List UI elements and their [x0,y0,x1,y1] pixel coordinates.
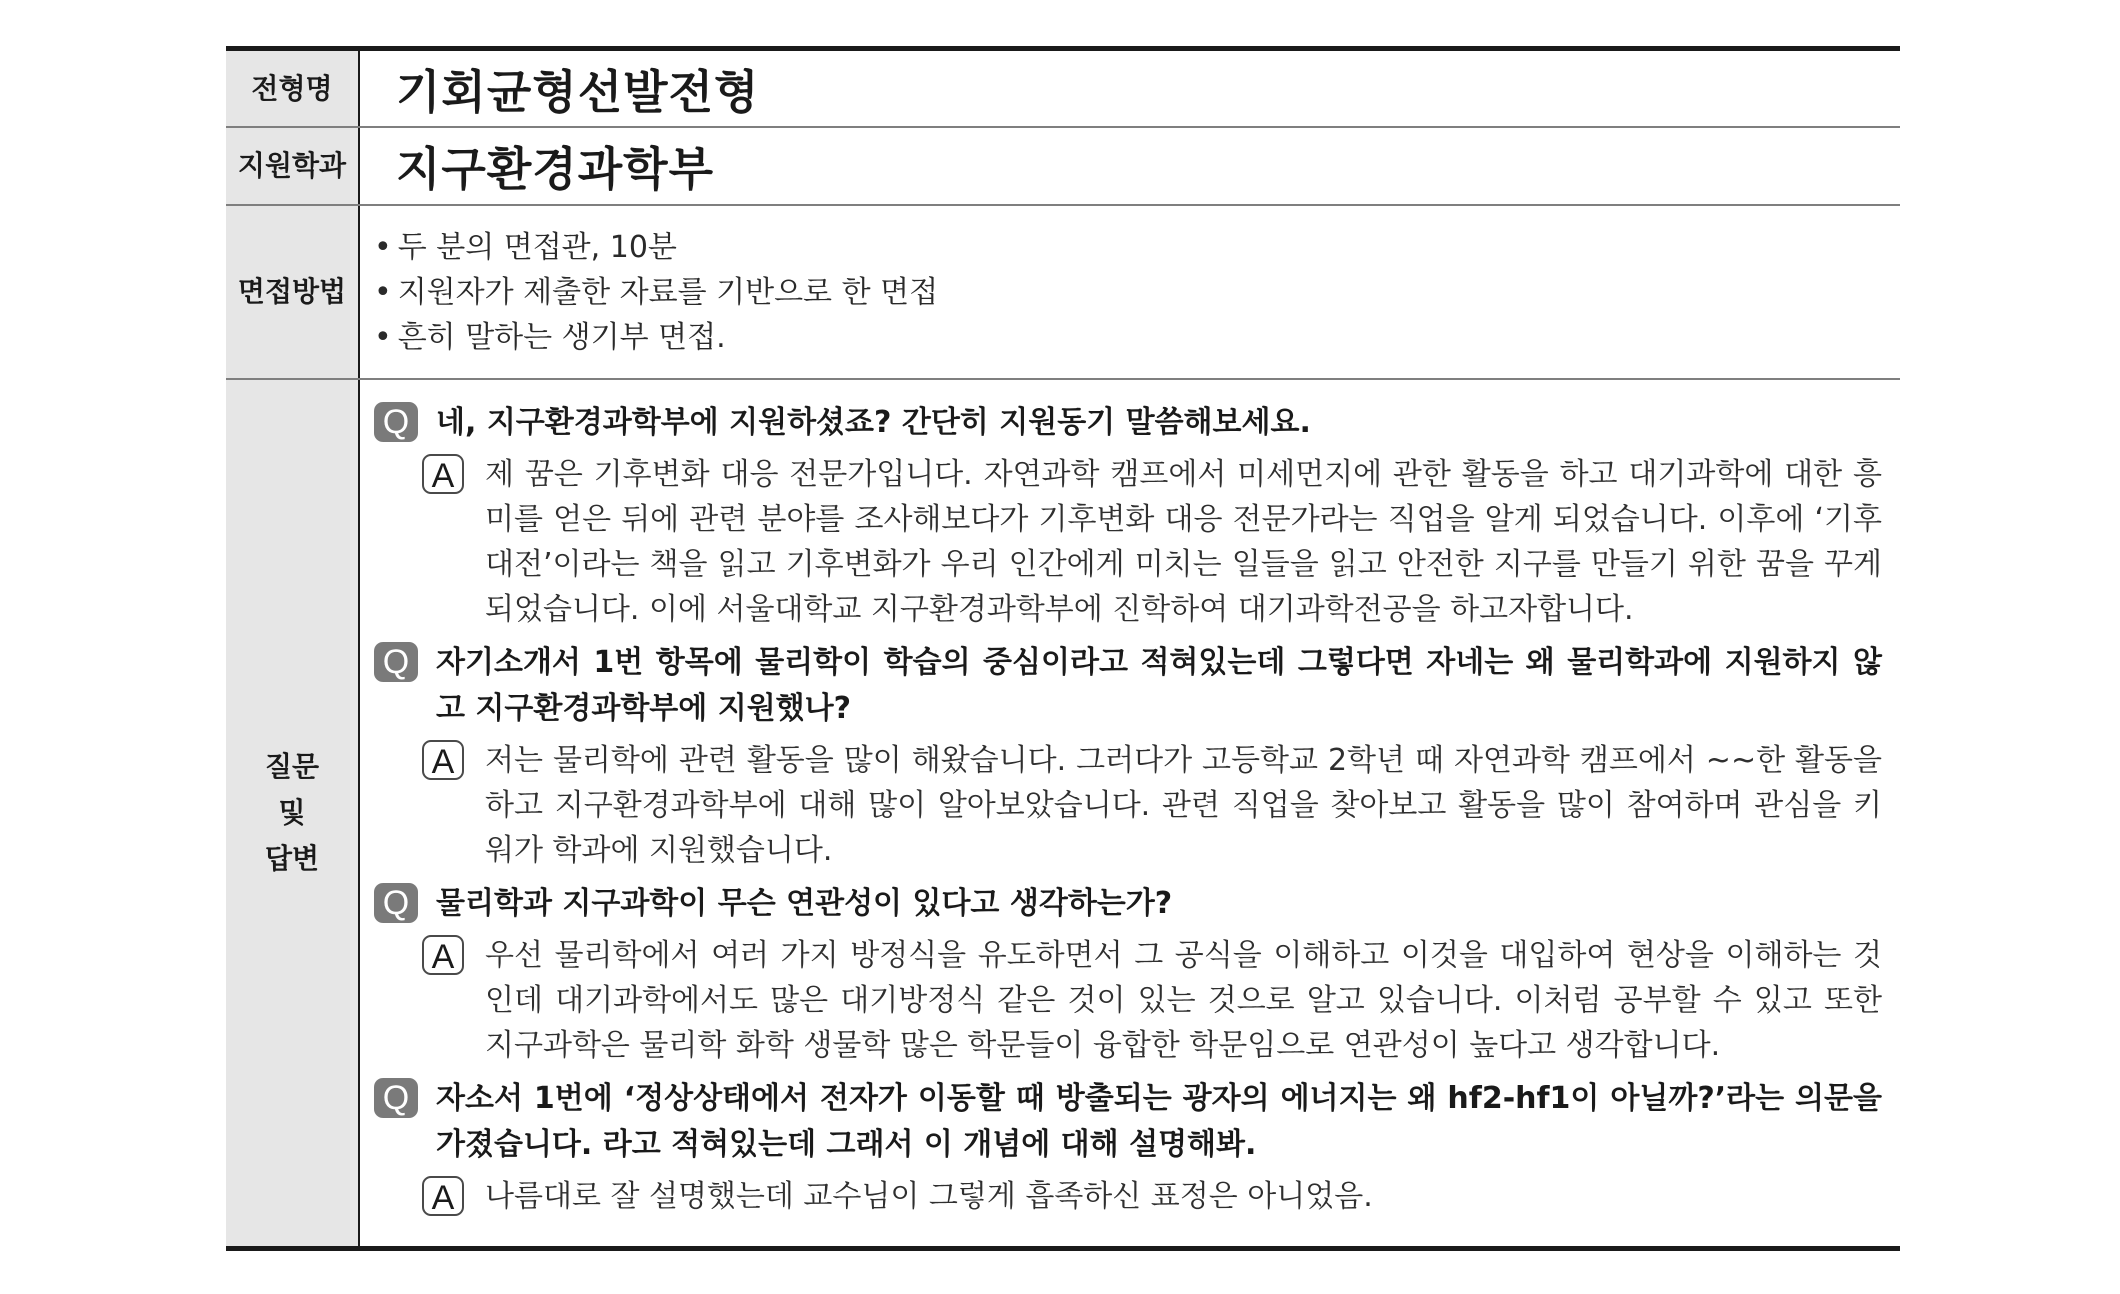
answer-item [374,1174,1882,1219]
answer-badge-icon: A [422,454,464,494]
question-text: 네, 지구환경과학부에 지원하셨죠? 간단히 지원동기 말씀해보세요. [436,405,1311,440]
answer-badge-icon: A [422,1176,464,1216]
row-questions-answers [226,380,1900,1246]
question-text: 물리학과 지구과학이 무슨 연관성이 있다고 생각하는가? [436,886,1173,921]
question-badge-icon: Q [374,642,418,682]
answer-text: 제 꿈은 기후변화 대응 전문가입니다. 자연과학 캠프에서 미세먼지에 관한 활동을 하고 대기과학에 대한 흥미를 얻은 뒤에 관련 분야를 조사해보다가 기후변화 대응 전문가라는 직업을 알게 되었습니다. 이후에 ‘기후대전’이라는 책을 읽고 기후변화가 우리 인간에게 미치는 일들을 읽고 안전한 지구를 만들기 위한 꿈을 꾸게 되었습니다. 이에 서울대학교 지구환경과학부에 진학하여 대기과학전공을 하고자합니다. [485,457,1882,627]
answer-item [374,933,1882,1068]
department-value: 지구환경과학부 [396,142,715,196]
qa-label-line: 및 [278,796,306,829]
admission-type-value: 기회균형선발전형 [396,64,760,119]
question-item [374,400,1882,446]
method-item: • 흔히 말하는 생기부 면접. [374,315,938,360]
question-item [374,640,1882,732]
question-badge-icon: Q [374,883,418,923]
answer-text: 우선 물리학에서 여러 가지 방정식을 유도하면서 그 공식을 이해하고 이것을 대입하여 현상을 이해하는 것인데 대기과학에서도 많은 대기방정식 같은 것이 있는 것으로 알고 있습니다. 이처럼 공부할 수 있고 또한 지구과학은 물리학 화학 생물학 많은 학문들이 융합한 학문임으로 연관성이 높다고 생각합니다. [485,938,1882,1063]
row-department [226,128,1900,206]
qa-label-line: 답변 [264,842,320,875]
question-badge-icon: Q [374,402,418,442]
qa-content [360,380,1900,1246]
answer-badge-icon: A [422,935,464,975]
qa-label-line: 질문 [264,750,320,783]
question-text: 자소서 1번에 ‘정상상태에서 전자가 이동할 때 방출되는 광자의 에너지는 왜 hf2-hf1이 아닐까?’라는 의문을 가졌습니다. 라고 적혀있는데 그래서 이 개념에 대해 설명해봐. [436,1081,1882,1162]
question-badge-icon: Q [374,1078,418,1118]
interview-method-label: 면접방법 [226,206,360,378]
answer-item [374,452,1882,632]
answer-badge-icon: A [422,740,464,780]
admission-type-label: 전형명 [226,51,360,126]
department-label: 지원학과 [226,128,360,204]
question-item [374,1076,1882,1168]
question-item [374,881,1882,927]
method-item: • 지원자가 제출한 자료를 기반으로 한 면접 [374,270,938,315]
answer-text: 저는 물리학에 관련 활동을 많이 해왔습니다. 그러다가 고등학교 2학년 때 자연과학 캠프에서 ~~한 활동을 하고 지구환경과학부에 대해 많이 알아보았습니다. 관련 직업을 찾아보고 활동을 많이 참여하며 관심을 키워가 학과에 지원했습니다. [485,743,1882,868]
interview-table [226,46,1900,1251]
row-admission-type [226,51,1900,128]
method-item: • 두 분의 면접관, 10분 [374,225,938,270]
question-text: 자기소개서 1번 항목에 물리학이 학습의 중심이라고 적혀있는데 그렇다면 자네는 왜 물리학과에 지원하지 않고 지구환경과학부에 지원했나? [436,645,1882,726]
row-interview-method [226,206,1900,380]
qa-label [226,380,360,1246]
answer-text: 나름대로 잘 설명했는데 교수님이 그렇게 흡족하신 표정은 아니었음. [485,1179,1373,1214]
interview-method-list [360,225,938,360]
answer-item [374,738,1882,873]
